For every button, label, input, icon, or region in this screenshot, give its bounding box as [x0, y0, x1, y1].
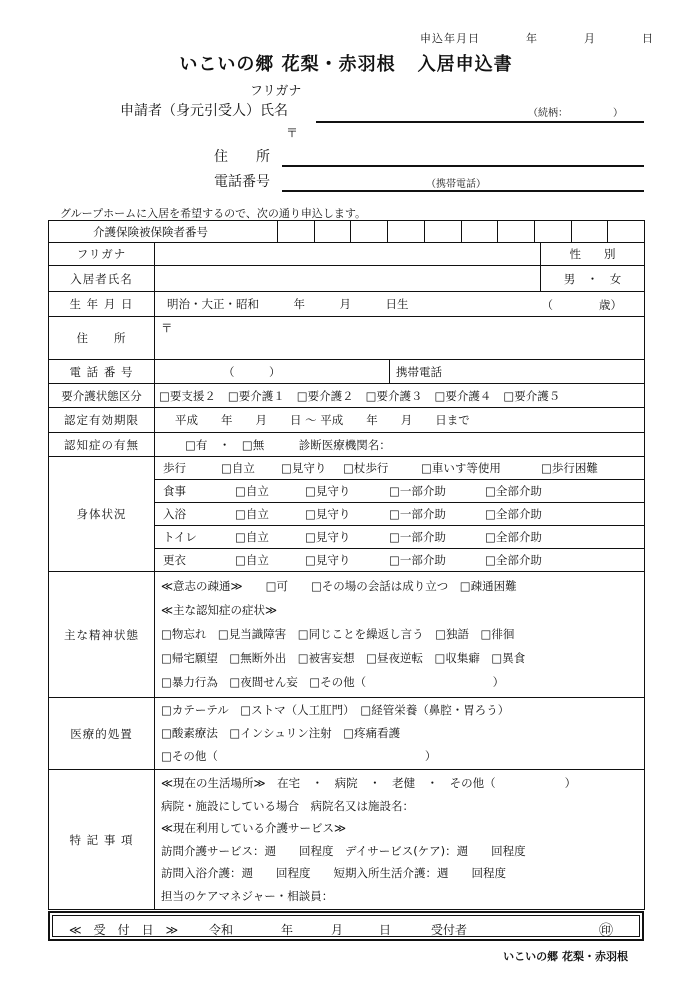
dementia-value[interactable]: □有 ・ □無 診断医療機関名： — [155, 433, 645, 457]
notes-label: 特 記 事 項 — [49, 770, 155, 910]
option-checkbox[interactable]: □全部介助 — [485, 484, 542, 498]
postal-mark: 〒 — [286, 126, 299, 140]
care-level-option[interactable]: □要介護５ — [503, 388, 561, 403]
validity-value[interactable]: 平成 年 月 日 ～ 平成 年 月 日まで — [155, 408, 645, 433]
option-checkbox[interactable]: □見守り — [305, 507, 351, 521]
physical-row-dressing: 更衣 □自立 □見守り □一部介助 □全部介助 — [163, 553, 542, 567]
option-checkbox[interactable]: □一部介助 — [389, 530, 446, 544]
option-checkbox[interactable]: □車いす等使用 — [421, 461, 501, 475]
option-checkbox[interactable]: □歩行困難 — [541, 461, 598, 475]
reception-day[interactable]: 日 — [379, 923, 392, 937]
applicant-name-label: 申請者（身元引受人）氏名 — [120, 103, 288, 119]
symptom-options[interactable]: □物忘れ □見当識障害 □同じことを繰返し言う □独語 □徘徊 — [161, 627, 515, 641]
receiver-label: 受付者 — [431, 923, 468, 937]
option-checkbox[interactable]: □一部介助 — [389, 507, 446, 521]
gender-options[interactable]: 男 ・ 女 — [540, 266, 644, 291]
dementia-label: 認知症の有無 — [49, 433, 155, 457]
applicant-mobile-label: （携帯電話） — [426, 179, 486, 190]
care-level-option[interactable]: □要介護２ — [296, 388, 354, 403]
option-checkbox[interactable]: □自立 — [235, 530, 269, 544]
application-form-table — [48, 220, 645, 910]
insurance-number-boxes[interactable] — [277, 221, 644, 242]
applicant-phone-field[interactable] — [282, 190, 644, 192]
care-level-options — [155, 384, 645, 408]
notes-line[interactable]: 訪問入浴介護：週 回程度 短期入所生活介護：週 回程度 — [161, 866, 506, 880]
option-checkbox[interactable]: □自立 — [235, 507, 269, 521]
reception-label: ≪ 受 付 日 ≫ — [69, 923, 179, 937]
dob-value[interactable]: 明治・大正・昭和 年 月 日生 — [167, 297, 409, 311]
mental-state-options — [155, 572, 645, 698]
reception-year[interactable]: 年 — [281, 923, 294, 937]
applicant-name-field[interactable] — [316, 121, 644, 123]
applicant-address-field[interactable] — [282, 165, 644, 167]
medical-options[interactable]: □カテーテル □ストマ（人工肛門） □経管栄養（鼻腔・胃ろう） — [161, 703, 510, 717]
care-level-option[interactable]: □要介護１ — [227, 388, 285, 403]
option-checkbox[interactable]: □自立 — [235, 553, 269, 567]
notes-line[interactable]: ≪現在の生活場所≫ 在宅 ・ 病院 ・ 老健 ・ その他（ ） — [161, 776, 577, 790]
applicant-phone-label: 電話番号 — [214, 174, 270, 190]
communication-options[interactable]: ≪意志の疎通≫ □可 □その場の会話は成り立つ □疎通困難 — [161, 579, 517, 593]
application-date: 申込年月日 年 月 日 — [420, 32, 654, 45]
symptom-options[interactable]: □帰宅願望 □無断外出 □被害妄想 □昼夜逆転 □収集癖 □異食 — [161, 651, 526, 665]
physical-row-eating: 食事 □自立 □見守り □一部介助 □全部介助 — [155, 480, 644, 503]
option-checkbox[interactable]: □見守り — [281, 461, 327, 475]
option-checkbox[interactable]: □一部介助 — [389, 484, 446, 498]
physical-row-toilet: トイレ □自立 □見守り □一部介助 □全部介助 — [155, 526, 644, 549]
resident-name-label: 入居者氏名 — [49, 266, 155, 292]
insurance-number-row — [49, 221, 645, 243]
notes-line: ≪現在利用している介護サービス≫ — [161, 821, 347, 835]
resident-phone-label: 電 話 番 号 — [49, 360, 155, 384]
footer-facility-name: いこいの郷 花梨・赤羽根 — [503, 950, 628, 963]
mental-state-label: 主な精神状態 — [49, 572, 155, 698]
physical-row-bathing: 入浴 □自立 □見守り □一部介助 □全部介助 — [155, 503, 644, 526]
validity-label: 認定有効期限 — [49, 408, 155, 433]
medical-procedure-options — [155, 698, 645, 770]
option-checkbox[interactable]: □見守り — [305, 530, 351, 544]
reception-month[interactable]: 月 — [331, 923, 344, 937]
option-checkbox[interactable]: □全部介助 — [485, 507, 542, 521]
resident-address-field[interactable] — [155, 317, 645, 360]
resident-name-field[interactable] — [155, 266, 540, 291]
notes-line[interactable]: 病院・施設にしている場合 病院名又は施設名： — [161, 798, 414, 813]
seal-icon: ㊞ — [599, 923, 613, 939]
care-level-option[interactable]: □要介護４ — [434, 388, 492, 403]
option-checkbox[interactable]: □見守り — [305, 484, 351, 498]
applicant-relation: （続柄： ） — [528, 108, 623, 119]
resident-postal-mark: 〒 — [161, 321, 173, 335]
option-checkbox[interactable]: □見守り — [305, 553, 351, 567]
option-checkbox[interactable]: □自立 — [221, 461, 255, 475]
care-level-option[interactable]: □要支援２ — [159, 388, 216, 403]
dementia-symptoms-heading: ≪主な認知症の症状≫ — [161, 603, 278, 617]
gender-label: 性 別 — [540, 243, 644, 265]
notes-content — [155, 770, 645, 910]
insurance-number-label: 介護保険被保険者番号 — [93, 225, 208, 239]
resident-address-label: 住 所 — [49, 317, 155, 360]
option-checkbox[interactable]: □全部介助 — [485, 553, 542, 567]
notes-line[interactable]: 訪問介護サービス：週 回程度 デイサービス(ケア)：週 回程度 — [161, 843, 526, 858]
option-checkbox[interactable]: □自立 — [235, 484, 269, 498]
reception-era: 令和 — [209, 923, 234, 937]
applicant-address-label: 住 所 — [214, 149, 270, 165]
dob-label: 生 年 月 日 — [49, 292, 155, 317]
physical-row-walking: 歩行 □自立 □見守り □杖歩行 □車いす等使用 □歩行困難 — [155, 457, 644, 480]
care-level-option[interactable]: □要介護３ — [365, 388, 423, 403]
notes-line[interactable]: 担当のケアマネジャー・相談員： — [161, 888, 334, 903]
form-title: いこいの郷 花梨・赤羽根 入居申込書 — [179, 54, 513, 75]
medical-options[interactable]: □その他（ ） — [161, 749, 437, 763]
intro-text: グループホームに入居を希望するので、次の通り申込します。 — [60, 207, 367, 220]
care-level-label: 要介護状態区分 — [49, 384, 155, 408]
option-checkbox[interactable]: □全部介助 — [485, 530, 542, 544]
resident-furigana-label: フリガナ — [49, 243, 155, 266]
physical-condition-label: 身体状況 — [49, 457, 155, 572]
symptom-options[interactable]: □暴力行為 □夜間せん妄 □その他（ ） — [161, 675, 505, 689]
resident-phone-field[interactable]: （ ） — [223, 365, 281, 379]
option-checkbox[interactable]: □杖歩行 — [343, 461, 389, 475]
resident-mobile-label: 携帯電話 — [389, 360, 442, 383]
option-checkbox[interactable]: □一部介助 — [389, 553, 446, 567]
medical-options[interactable]: □酸素療法 □インシュリン注射 □疼痛看護 — [161, 726, 401, 740]
applicant-furigana-label: フリガナ — [250, 84, 302, 99]
reception-box — [48, 911, 644, 941]
age-field[interactable]: （ 歳） — [541, 298, 622, 312]
medical-procedure-label: 医療的処置 — [49, 698, 155, 770]
